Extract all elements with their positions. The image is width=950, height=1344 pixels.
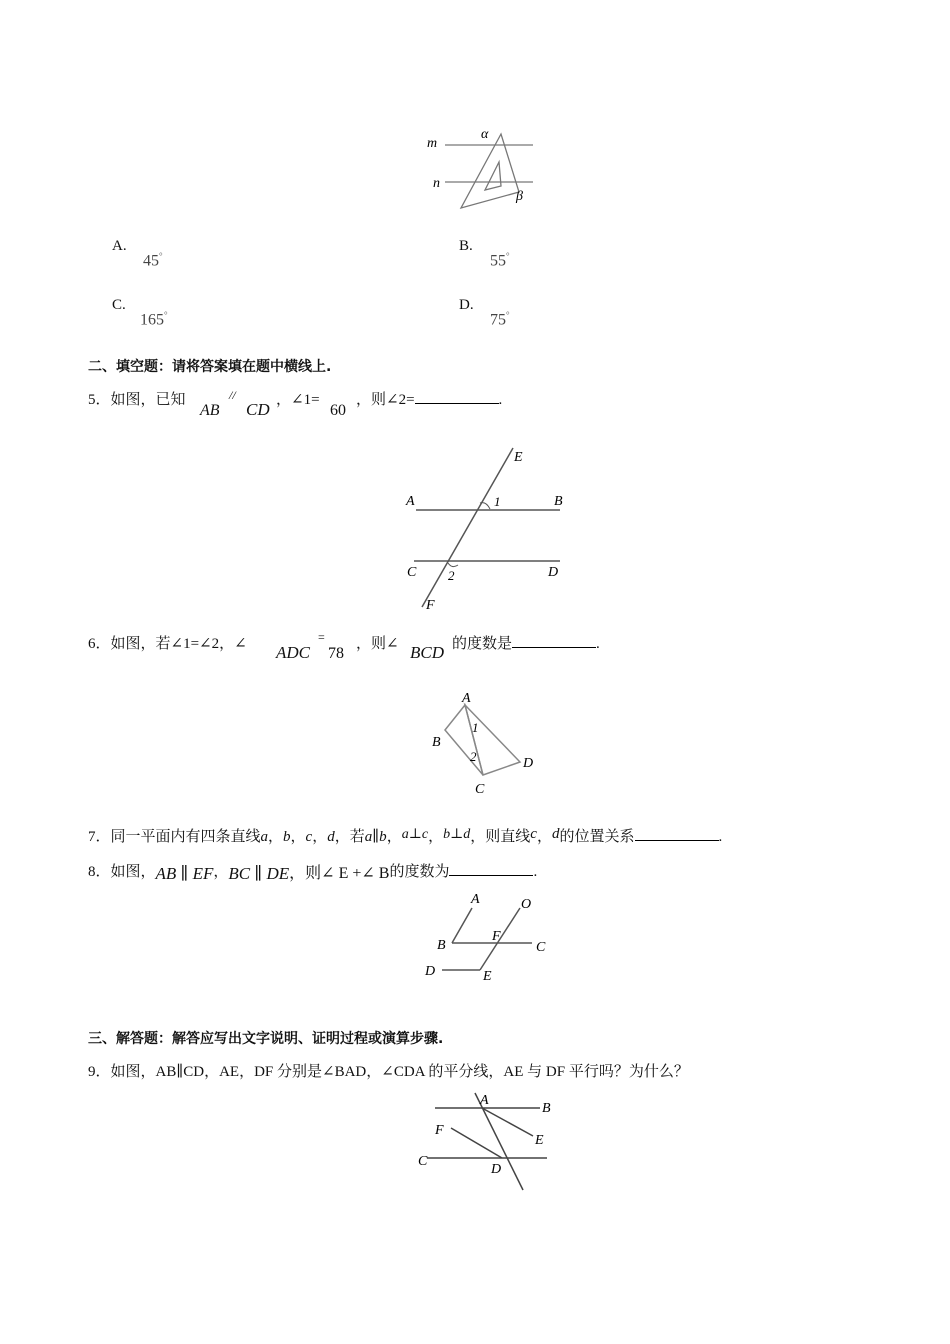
q5-label-d: D: [548, 565, 559, 580]
q5-parallel: //: [229, 388, 236, 402]
q6-adc: ADC: [276, 643, 310, 662]
q5-tail: ，则∠2= .: [356, 388, 502, 409]
q5-label-f: F: [426, 598, 435, 613]
q5-val60: 60: [330, 402, 346, 419]
q6-tail: 的度数是 .: [452, 632, 600, 653]
q9-label-e: E: [535, 1133, 544, 1148]
option-a-label: A.: [112, 238, 127, 254]
q6-label-d: D: [523, 756, 534, 771]
q6-label-2: 2: [470, 749, 477, 764]
q6-mid: ，则∠: [356, 636, 399, 652]
q8-label-d: D: [425, 964, 436, 979]
q6-answer-blank[interactable]: [512, 633, 596, 648]
q6-figure: [425, 685, 545, 800]
option-c-label: C.: [112, 297, 126, 313]
q5-label-b: B: [554, 494, 563, 509]
q8-text: 8．如图，AB ∥ EF，BC ∥ DE，则∠ E +∠ B的度数为 .: [88, 858, 537, 881]
section-2-heading: 二、填空题：请将答案填在题中横线上.: [88, 359, 332, 375]
q9-text: 9．如图，AB∥CD，AE，DF 分别是∠BAD，∠CDA 的平分线，AE 与 DF 平行吗？为什么？: [88, 1064, 689, 1080]
q8-answer-blank[interactable]: [449, 861, 533, 876]
section-3-heading: 三、解答题：解答应写出文字说明、证明过程或演算步骤.: [88, 1031, 444, 1047]
q9-label-f: F: [435, 1123, 444, 1138]
option-b-label: B.: [459, 238, 473, 254]
q9-label-c: C: [418, 1154, 428, 1169]
q6-prefix: 6．如图，若∠1=∠2，∠: [88, 636, 247, 652]
q5-label-e: E: [514, 450, 523, 465]
q7-answer-blank[interactable]: [635, 826, 719, 841]
q5-figure: [400, 445, 580, 615]
q8-label-a: A: [471, 892, 480, 907]
q9-label-d: D: [491, 1162, 502, 1177]
q5-answer-blank[interactable]: [415, 389, 499, 404]
q4-figure: [415, 120, 545, 215]
q4-label-n: n: [433, 176, 440, 191]
option-a-value: 45°: [143, 251, 163, 270]
q8-label-o: O: [521, 897, 532, 912]
q6-bcd: BCD: [410, 643, 444, 662]
q6-eq: =: [318, 630, 325, 644]
q9-figure: [415, 1088, 565, 1198]
option-d-label: D.: [459, 297, 474, 313]
q6-label-c: C: [475, 782, 485, 797]
q4-label-alpha: α: [481, 127, 489, 142]
q8-label-f: F: [492, 929, 501, 944]
q5-label-1: 1: [494, 494, 501, 509]
q6-label-a: A: [462, 691, 471, 706]
q5-label-2: 2: [448, 568, 455, 583]
q4-label-beta: β: [516, 189, 523, 204]
option-d-value: 75°: [490, 310, 510, 329]
q9-label-b: B: [542, 1101, 551, 1116]
q7-text: 7．同一平面内有四条直线a，b，c，d，若a∥b，a⊥c，b⊥d，则直线c，d的位置关系 .: [88, 826, 723, 845]
q8-label-e: E: [483, 969, 492, 984]
q6-label-1: 1: [472, 720, 479, 735]
q5-prefix: 5．如图，已知: [88, 392, 186, 408]
q4-label-m: m: [427, 136, 438, 151]
q6-label-b: B: [432, 735, 441, 750]
q8-label-c: C: [536, 940, 546, 955]
q5-ab: AB: [200, 402, 220, 419]
q5-label-a: A: [406, 494, 415, 509]
q6-val78: 78: [328, 645, 344, 662]
q5-cd: CD: [246, 400, 270, 419]
q8-figure: [420, 890, 560, 990]
q5-label-c: C: [407, 565, 417, 580]
q5-text: [88, 388, 186, 409]
option-c-value: 165°: [140, 310, 168, 329]
q8-label-b: B: [437, 938, 446, 953]
q5-angle1: ，∠1=: [276, 392, 320, 408]
q9-label-a: A: [480, 1093, 489, 1108]
option-b-value: 55°: [490, 251, 510, 270]
